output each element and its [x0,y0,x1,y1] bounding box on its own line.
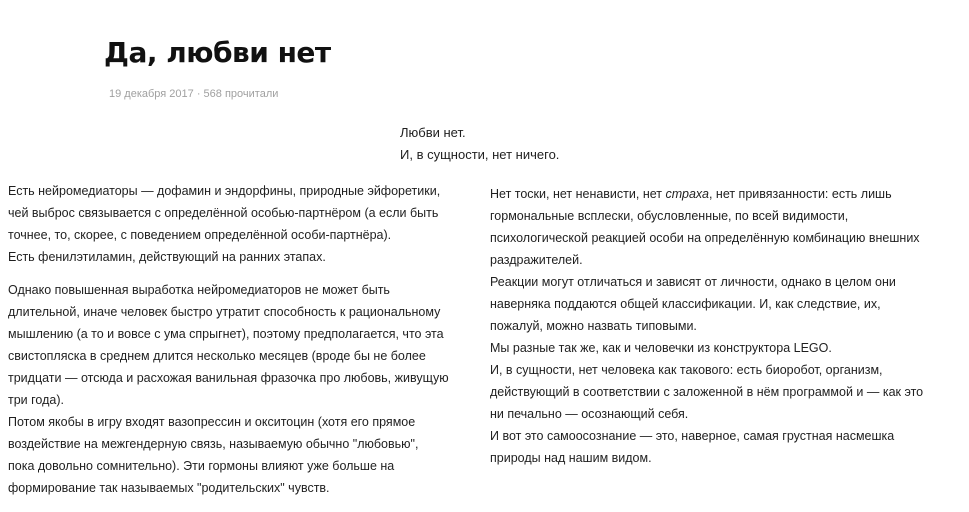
text-line: формирование так называемых "родительских" чувств. [8,481,330,495]
text-line: ни печально — осознающий себя. [490,407,689,421]
text-line: длительной, иначе человек быстро утратит способность к рациональному [8,305,441,319]
article-lead [400,122,559,166]
text-line: точнее, то, скорее, с поведением определённой особи-партнёра). [8,228,392,242]
text-line: раздражителей. [490,253,583,267]
text-fragment: , нет привязанности: есть лишь [708,187,892,201]
text-line: три года). [8,393,64,407]
paragraph [8,180,478,268]
text-line: воздействие на межгендерную связь, называемую обычно "любовью", [8,437,419,451]
article-meta: 19 декабря 2017 · 568 прочитали [109,88,279,100]
text-line: гормональные всплески, обусловленные, по всей видимости, [490,209,849,223]
text-line: И вот это самоосознание — это, наверное, самая грустная насмешка [490,429,895,443]
emphasis-word: страха [665,187,709,201]
text-line: наверняка поддаются общей классификации. И, как следствие, их, [490,297,881,311]
text-line: Мы разные так же, как и человечки из конструктора LEGO. [490,341,832,355]
text-line: мышлению (а то и вовсе с ума спрыгнет), поэтому предполагается, что эта [8,327,444,341]
text-line: тридцати — отсюда и расхожая ванильная фразочка про любовь, живущую [8,371,449,385]
text-line: Есть фенилэтиламин, действующий на ранних этапах. [8,250,326,264]
text-line: действующий в соответствии с заложенной в нём программой и — как это [490,385,924,399]
text-line: И, в сущности, нет человека как такового: есть биоробот, организм, [490,363,883,377]
text-line: Реакции могут отличаться и зависят от личности, однако в целом они [490,275,896,289]
right-column [490,183,969,469]
lead-line: И, в сущности, нет ничего. [400,147,560,162]
text-line: свистопляска в среднем длится несколько месяцев (вроде бы не более [8,349,426,363]
text-fragment: Нет тоски, нет ненависти, нет [490,187,666,201]
paragraph-gap [8,268,478,279]
text-line: природы над нашим видом. [490,451,652,465]
text-line: Потом якобы в игру входят вазопрессин и окситоцин (хотя его прямое [8,415,416,429]
article-title: Да, любви нет [104,36,331,69]
text-line: пока довольно сомнительно). Эти гормоны влияют уже больше на [8,459,395,473]
text-line: Однако повышенная выработка нейромедиаторов не может быть [8,283,390,297]
text-line: пожалуй, можно назвать типовыми. [490,319,697,333]
text-line: чей выброс связывается с определённой особью-партнёром (а если быть [8,206,439,220]
text-line [490,183,969,205]
text-line: психологической реакцией особи на определённую комбинацию внешних [490,231,920,245]
left-column [8,180,478,499]
paragraph [8,279,478,499]
text-line: Есть нейромедиаторы — дофамин и эндорфины, природные эйфоретики, [8,184,441,198]
lead-line: Любви нет. [400,125,466,140]
